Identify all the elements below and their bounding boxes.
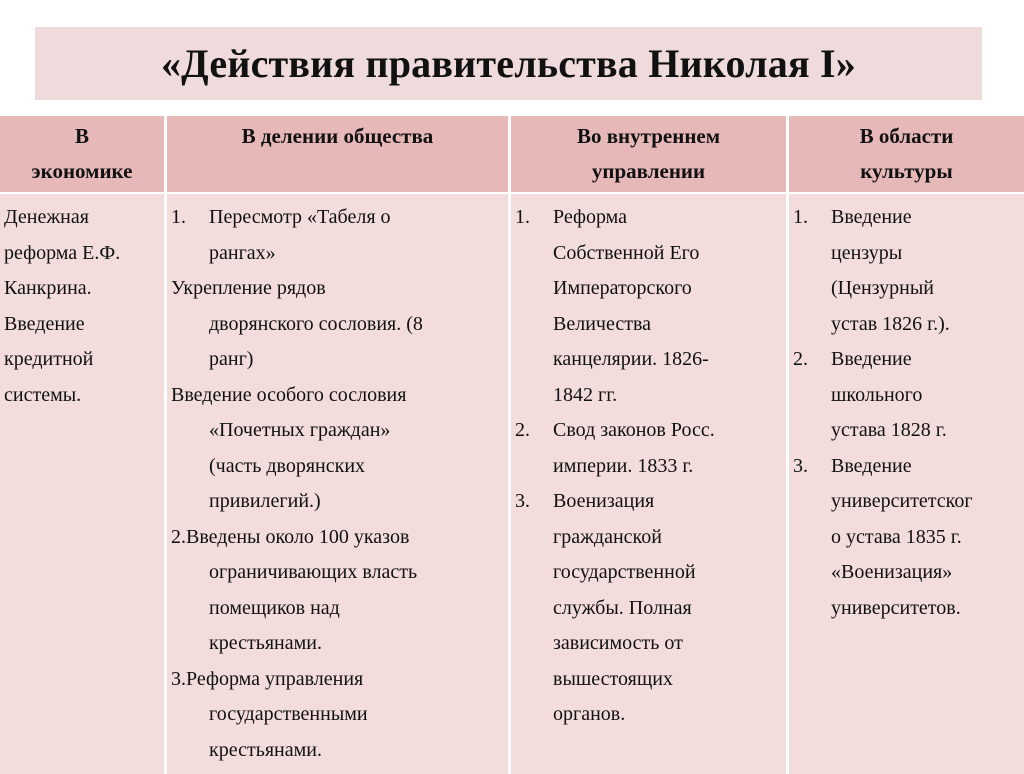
text-line: школьного <box>831 383 923 406</box>
text-line: Введение <box>831 348 912 370</box>
list-item <box>789 449 1024 627</box>
text-line: университетов. <box>831 596 961 619</box>
text-line: дворянского сословия. (8 <box>209 312 423 335</box>
text-line: Величества <box>553 312 652 335</box>
list-number: 1. <box>515 206 530 228</box>
header-internal-governance <box>511 116 786 192</box>
text-line: о устава 1835 г. <box>831 525 962 548</box>
text-line: Реформа <box>553 206 628 228</box>
header-line: В области <box>859 124 954 148</box>
list-number: 1. <box>171 206 186 228</box>
header-economy <box>0 116 164 192</box>
header-culture <box>789 116 1024 192</box>
text-line: университетског <box>831 490 973 512</box>
cell-economy <box>0 194 164 774</box>
text-line: канцелярии. 1826- <box>553 348 709 370</box>
list-item <box>511 200 786 413</box>
text-line: «Почетных граждан» <box>209 419 391 441</box>
list-number: 3. <box>515 490 530 512</box>
text-line: вышестоящих <box>553 667 673 690</box>
text-line: реформа Е.Ф. <box>4 241 121 264</box>
text-line: устава 1828 г. <box>831 419 947 441</box>
text-line: кредитной <box>4 348 94 370</box>
text-line: цензуры <box>831 241 903 264</box>
text-line: Введение особого сословия <box>171 383 407 406</box>
list-item <box>167 271 508 378</box>
slide-title: «Действия правительства Николая I» <box>160 41 857 86</box>
text-line: Денежная <box>4 206 89 228</box>
text-line: 2.Введены около 100 указов <box>171 525 410 548</box>
text-line: Свод законов Росс. <box>553 419 715 441</box>
header-line: управлении <box>591 159 706 183</box>
header-line: Во внутреннем <box>576 124 721 148</box>
header-line: В делении общества <box>241 124 434 148</box>
cell-culture <box>789 194 1024 774</box>
title-banner <box>35 27 982 100</box>
list-number: 3. <box>793 454 808 477</box>
text-line: (часть дворянских <box>209 454 366 477</box>
list-item <box>511 484 786 733</box>
cell-society <box>167 194 508 774</box>
text-line: (Цензурный <box>831 277 935 299</box>
text-line: ограничивающих власть <box>209 561 418 583</box>
header-society <box>167 116 508 192</box>
text-line: помещиков над <box>209 596 340 619</box>
text-line: Канкрина. <box>4 277 92 299</box>
text-line: ранг) <box>209 348 254 370</box>
text-line: Пересмотр «Табеля о <box>209 206 391 228</box>
text-line: привилегий.) <box>209 490 321 512</box>
text-line: Военизация <box>553 490 655 512</box>
list-item <box>167 520 508 662</box>
list-number: 1. <box>793 206 808 228</box>
text-line: устав 1826 г.). <box>831 312 950 335</box>
text-line: Введение <box>831 454 912 477</box>
list-item <box>167 662 508 769</box>
text-line: зависимость от <box>553 632 683 654</box>
list-item <box>511 413 786 484</box>
text-line: 3.Реформа управления <box>171 667 364 690</box>
list-item <box>167 378 508 520</box>
list-item <box>167 200 508 271</box>
text-line: Укрепление рядов <box>171 277 326 299</box>
list-number: 2. <box>515 419 530 441</box>
list-number: 2. <box>793 348 808 370</box>
text-line: системы. <box>4 383 82 406</box>
list-item <box>789 342 1024 449</box>
text-line: крестьянами. <box>209 632 322 654</box>
list-item <box>0 200 164 413</box>
text-line: Императорского <box>553 277 692 299</box>
text-line: «Военизация» <box>831 561 953 583</box>
header-line: культуры <box>860 159 953 183</box>
header-line: экономике <box>31 159 133 183</box>
actions-table <box>0 116 1024 767</box>
text-line: Собственной Его <box>553 241 700 264</box>
text-line: Введение <box>831 206 912 228</box>
text-line: гражданской <box>553 525 662 548</box>
cell-internal-governance <box>511 194 786 774</box>
list-item <box>789 200 1024 342</box>
text-line: Введение <box>4 312 85 335</box>
text-line: империи. 1833 г. <box>553 454 694 477</box>
text-line: службы. Полная <box>553 596 692 619</box>
text-line: государственной <box>553 561 696 583</box>
text-line: крестьянами. <box>209 738 322 761</box>
text-line: 1842 гг. <box>553 383 618 406</box>
text-line: органов. <box>553 703 626 725</box>
text-line: государственными <box>209 703 368 725</box>
text-line: рангах» <box>209 241 276 264</box>
header-line: В <box>74 124 89 148</box>
